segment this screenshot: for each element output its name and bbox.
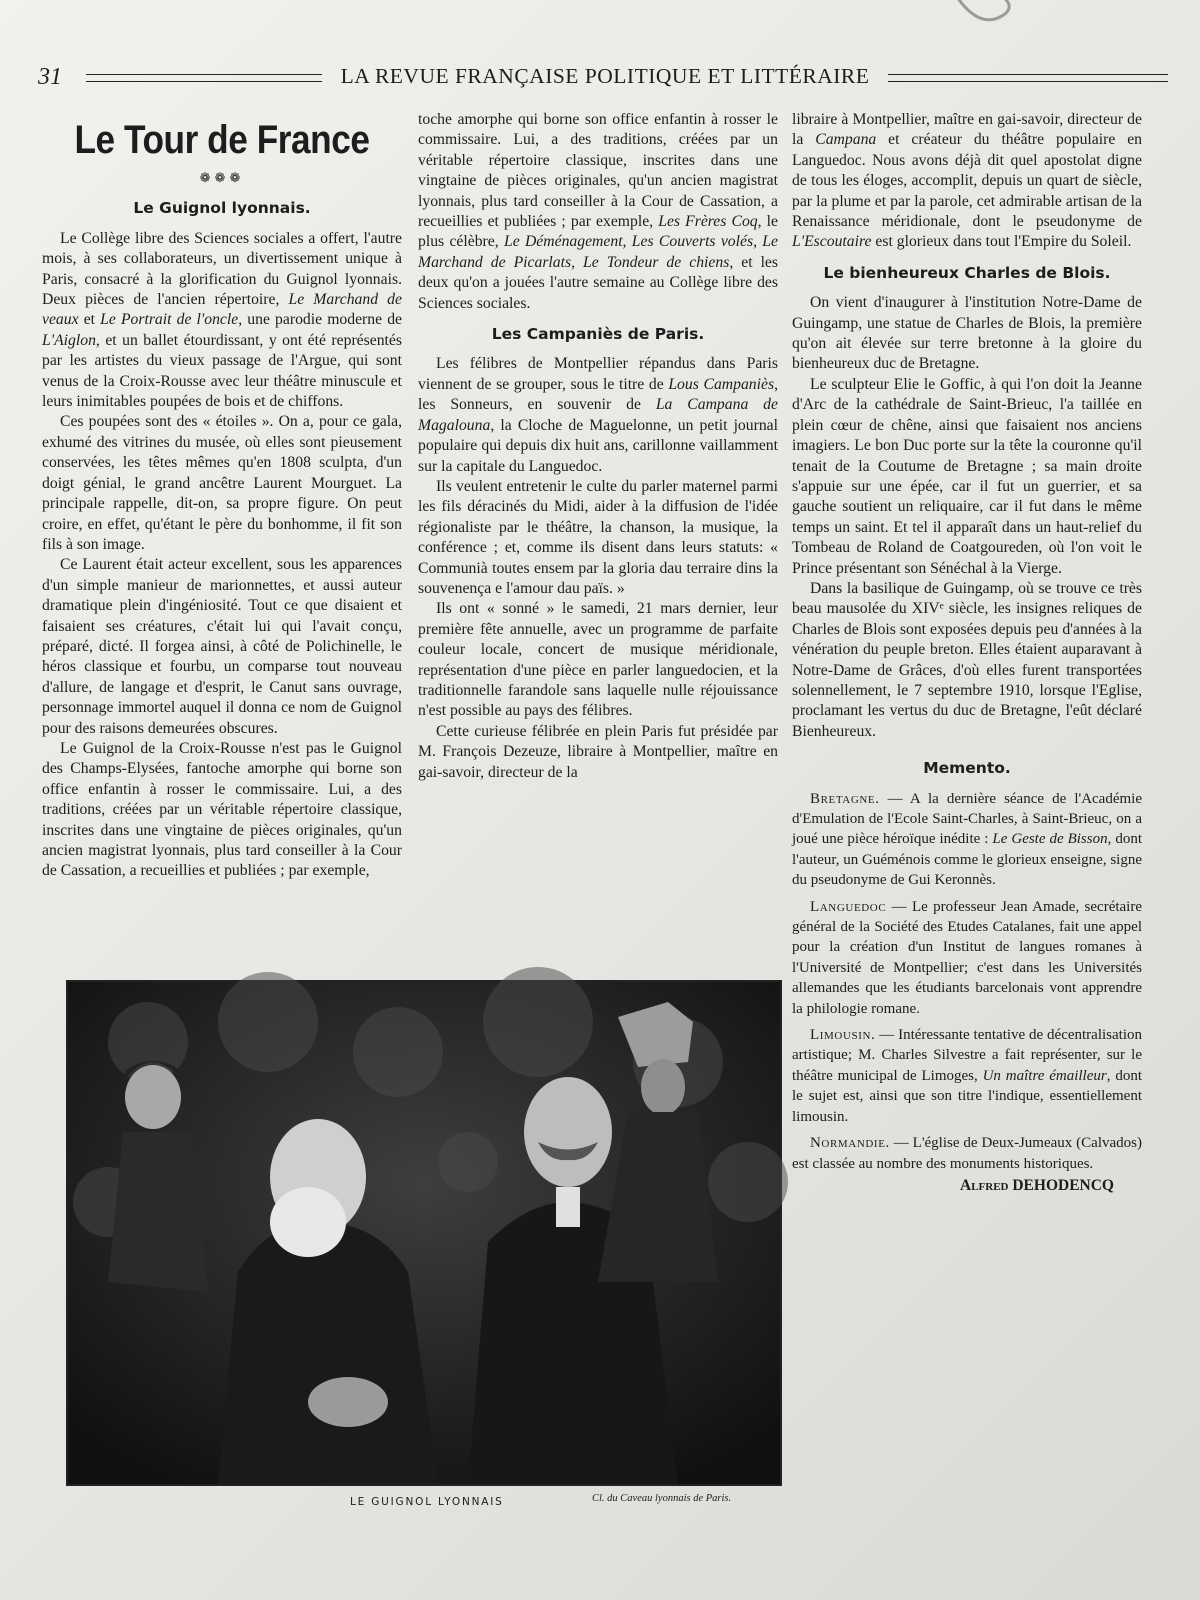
- paragraph: On vient d'inaugurer à l'institution Notre-Dame de Guingamp, une statue de Charles de Blois, la première qu'on ait élevée sur terre bretonne à la gloire du bienheureux duc de Bretagne.: [792, 294, 1142, 373]
- photograph-guignol: [66, 980, 782, 1486]
- paragraph: Le sculpteur Elie le Goffic, à qui l'on doit la Jeanne d'Arc de la cathédrale de Saint-Brieuc, l'a taillée en plein cœur de chêne, ainsi que faisaient nos anciens imagiers. Le bon Duc porte sur la tête la couronne qu'il tenait de la Coutume de Bretagne ; sa main droite s'appuie sur une épée, car il fut un guerrier, et sa gauche soutient un reliquaire, car il fut dans le même temps un saint. Et tel il apparaît dans un haut-relief du Tombeau de Roland de Coatgoureden, où l'on voit le Prince présentant son Sénéchal à la Vierge.: [792, 375, 1142, 577]
- paragraph: Cette curieuse félibrée en plein Paris fut présidée par M. François Dezeuze, libraire à Montpellier, maître en gai-savoir, directeur de la: [418, 722, 778, 781]
- paragraph: Ils veulent entretenir le culte du parler maternel parmi les fils déracinés du Midi, aider à la diffusion de l'idée régionaliste par le théâtre, la chanson, la musique, la conférence ; et, comme ils disent dans leurs statuts: « Communià toutes ensem par la gloria dau terraire dins la souvenença e l'amour dau païs. »: [418, 477, 778, 597]
- author-signature: Alfred DEHODENCQ: [960, 1176, 1114, 1194]
- column-1: [42, 110, 402, 880]
- paragraph: Ces poupées sont des « étoiles ». On a, pour ce gala, exhumé des vitrines du musée, où elles sont pieusement conservées, les têtes mêmes qu'en 1808 sculpta, d'un doigt génial, le grand ancêtre Laurent Mourguet. La principale rappelle, dit-on, sa propre figure. On peut croire, en effet, qu'étant le père du bonhomme, il fit son fils à son image.: [42, 413, 402, 553]
- photo-illustration: [68, 982, 780, 1484]
- column-3: [792, 110, 1142, 1196]
- paragraph-continued: libraire à Montpellier, maître en gai-savoir, directeur de la Campana et créateur du théâtre populaire en Languedoc. Nous avons déjà dit quel apostolat digne de tous les éloges, accomplit, depuis un quart de siècle, par la plume et par la parole, cet admirable artisan de la Renaissance méridionale, dont le pseudonyme de L'Escoutaire est glorieux dans tout l'Empire du Soleil.: [792, 111, 1143, 251]
- paragraph: Ce Laurent était acteur excellent, sous les apparences d'un simple manieur de marionnettes, et aussi auteur dramatique plein d'ingéniosité. Tout ce que disaient et faisaient ses créatures, c'était lui qui l'avait conçu, préparé, dicté. Il forgea ainsi, à côté de Polichinelle, le héros classique et fourbu, un comparse tout nouveau d'allure, de langage et d'esprit, le Canut sans ouvrage, personnage immortel auquel il donna ce nom de Guignol pour des raisons demeurées obscures.: [42, 556, 402, 737]
- memento-normandie: Normandie. — L'église de Deux-Jumeaux (Calvados) est classée au nombre des monuments historiques.: [792, 1135, 1142, 1172]
- column-2-flow: [418, 110, 779, 781]
- section-heading-campanies: Les Campaniès de Paris.: [491, 325, 705, 344]
- journal-title: LA REVUE FRANÇAISE POLITIQUE ET LITTÉRAIRE: [340, 64, 870, 88]
- section-heading-charles-de-blois: Le bienheureux Charles de Blois.: [823, 263, 1111, 282]
- memento-limousin: Limousin. — Intéressante tentative de décentralisation artistique; M. Charles Silvestre a fait représenter, sur le théâtre municipal de Limoges, Un maître émailleur, dont le sujet est, ainsi que son titre l'indique, essentiellement limousin.: [792, 1027, 1142, 1125]
- header-rule-left: [86, 74, 322, 82]
- running-header: [30, 62, 1160, 102]
- paragraph: Ils ont « sonné » le samedi, 21 mars dernier, leur première fête annuelle, avec un programme de parfaite couleur locale, concert de musique méridionale, représentation d'une pièce en parler languedocien, et la traditionnelle farandole sans laquelle nulle réjouissance n'est possible au pays des félibres.: [418, 600, 778, 720]
- section-heading-memento: Memento.: [923, 759, 1011, 778]
- article-title: Le Tour de France: [74, 118, 370, 162]
- memento-bretagne: Bretagne. — A la dernière séance de l'Académie d'Emulation de l'Ecole Saint-Charles, à Saint-Brieuc, on a joué une pièce héroïque inédite : Le Geste de Bisson, dont l'auteur, un Guéménois comme le glorieux enseigne, signe du pseudonyme de Gui Keronnès.: [792, 790, 1142, 889]
- paragraph: Les félibres de Montpellier répandus dans Paris viennent de se grouper, sous le titre de Lous Campaniès, les Sonneurs, en souvenir de La Campana de Magalouna, la Cloche de Maguelonne, un petit journal populaire qui depuis dix huit ans, carillonne vaillamment sur la capitale du Languedoc.: [418, 355, 778, 475]
- paragraph: Dans la basilique de Guingamp, où se trouve ce très beau mausolée du XIVᵉ siècle, les insignes reliques de Charles de Blois sont exposées depuis peu d'années à la vénération du peuple breton. Elles étaient auparavant à Notre-Dame de Grâces, d'où elles furent transportées solennellement, le 7 septembre 1910, lorsque l'Eglise, proclamant les vertus du duc de Bretagne, l'eût déclaré Bienheureux.: [792, 579, 1142, 740]
- memento-languedoc: Languedoc — Le professeur Jean Amade, secrétaire général de la Société des Etudes Catalanes, fait une appel pour la création d'un Institut de langues romanes à l'Université de Montpellier; c'est dans les Universités allemandes que les étudiants barcelonais vont apprendre la philologie romane.: [792, 898, 1142, 1017]
- page-number: 31: [38, 64, 62, 90]
- header-rule-right: [888, 74, 1168, 82]
- paragraph: Le Collège libre des Sciences sociales a offert, l'autre mois, à ses collaborateurs, un divertissement unique à Paris, consacré à la glorification du Guignol lyonnais. Deux pièces de l'ancien répertoire, Le Marchand de veaux et Le Portrait de l'oncle, une parodie moderne de L'Aiglon, et un ballet étourdissant, y ont été représentés par les artistes du vieux passage de l'Argue, qui sont venus de la Croix-Rousse avec leur théâtre minuscule et leurs inimitables poupées de bois et de chiffons.: [42, 229, 402, 411]
- section-heading-guignol: Le Guignol lyonnais.: [133, 199, 311, 218]
- photo-caption: LE GUIGNOL LYONNAIS: [350, 1496, 504, 1508]
- title-ornament: ❁❁❁: [199, 170, 245, 185]
- paragraph: toche amorphe qui borne son office enfantin à rosser le commissaire. Lui, a des traditions, créées par un véritable répertoire classique, inscrites dans une vingtaine de pièces originales, qu'un ancien magistrat lyonnais, plus tard conseiller à la Cour de Cassation, a recueillies et publiées ; par exemple, Les Frères Coq, le plus célèbre, Le Déménagement, Les Couverts volés, Le Marchand de Picarlats, Le Tondeur de chiens, et les deux qu'on a jouées l'autre semaine au Collège libre des Sciences sociales.: [418, 111, 779, 312]
- paperclip-icon: [950, 0, 1020, 28]
- paragraph-continued: Le Guignol de la Croix-Rousse n'est pas le Guignol des Champs-Elysées, fantoche amorphe qui borne son office enfantin à rosser le commissaire. Lui, a des traditions, créées par un véritable répertoire classique, inscrites dans une vingtaine de pièces originales, qu'un ancien magistrat lyonnais, plus tard conseiller à la Cour de Cassation, a recueillies et publiées ; par exemple,: [42, 739, 402, 880]
- photo-credit: Cl. du Caveau lyonnais de Paris.: [592, 1493, 732, 1504]
